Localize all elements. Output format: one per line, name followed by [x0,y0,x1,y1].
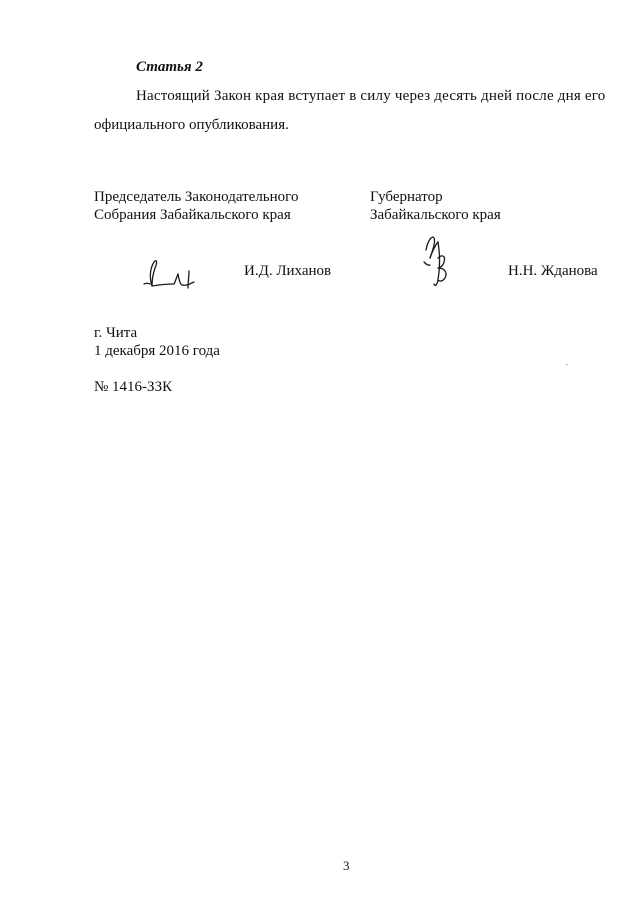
right-signatory-title-line-1: Губернатор [370,189,443,205]
right-signatory-title-line-2: Забайкальского края [370,207,501,223]
page-number: 3 [343,858,350,873]
article-heading: Статья 2 [136,59,203,75]
law-number: № 1416-ЗЗК [94,379,173,395]
scan-speck [566,364,568,365]
left-signatory-title-line-2: Собрания Забайкальского края [94,207,291,223]
place-of-signing: г. Чита [94,325,138,341]
signing-date: 1 декабря 2016 года [94,343,220,359]
left-signature-image [140,250,200,294]
right-signature-image [418,232,456,290]
article-text-line-2: официального опубликования. [94,117,289,133]
article-text-line-1: Настоящий Закон края вступает в силу через десять дней после дня его [136,88,606,104]
left-signatory-name: И.Д. Лиханов [244,263,332,279]
left-signatory-title-line-1: Председатель Законодательного [94,189,299,205]
right-signatory-name: Н.Н. Жданова [508,263,598,279]
